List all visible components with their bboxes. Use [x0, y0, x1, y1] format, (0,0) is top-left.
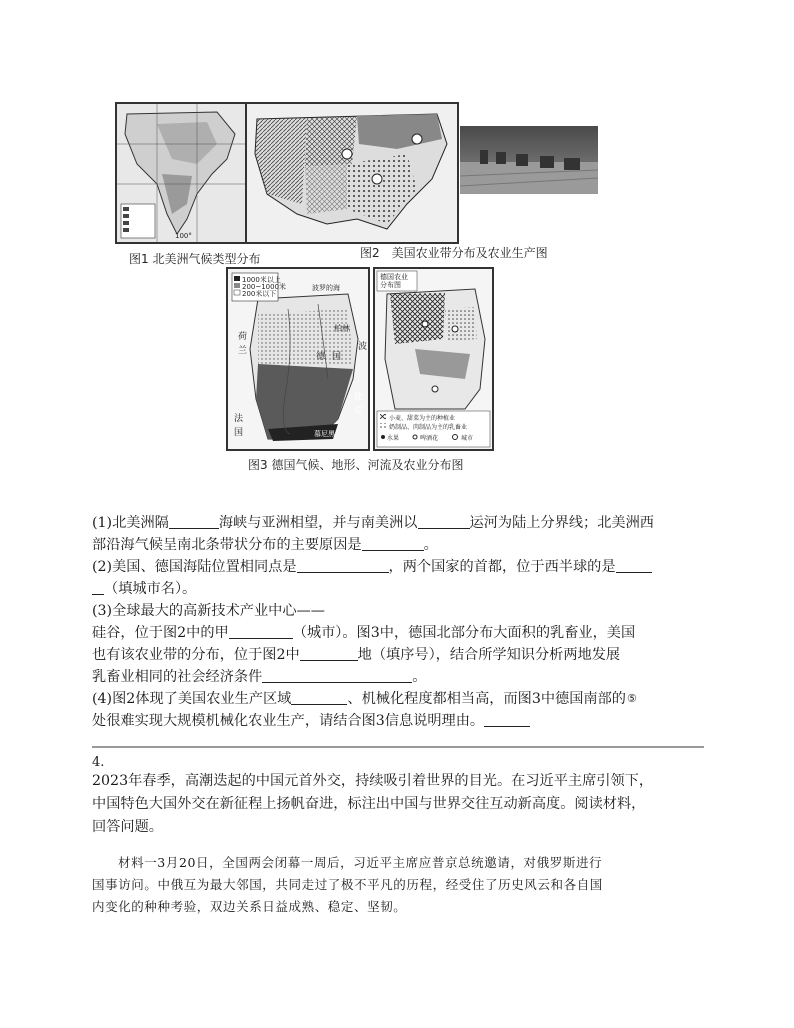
- material-1-line-2: 国事访问。中俄互为最大邻国，共同走过了极不平凡的历程，经受住了历史风云和各自国: [92, 877, 603, 892]
- legend-1000m: 1000米以上: [242, 276, 281, 284]
- germany-label: 德: [316, 352, 326, 362]
- question-2-line-1: [92, 556, 704, 578]
- q4-text-c: 处很难实现大规模机械化农业生产，请结合图3信息说明理由。: [92, 713, 485, 729]
- q1-canal-blank[interactable]: [418, 514, 470, 529]
- us-agriculture-map-image: [247, 104, 457, 242]
- question-2-line-2: [92, 578, 704, 600]
- legend-200m: 200米以下: [242, 290, 277, 298]
- q2-text-b: ，两个国家的首都，位于西半球的是: [388, 559, 616, 575]
- baltic-sea-label: 波罗的海: [312, 284, 340, 292]
- q1-text-e: 。: [423, 537, 438, 553]
- czech-label-2: 克: [354, 406, 364, 416]
- figure-2-caption: 图2 美国农业带分布及农业生产图: [360, 246, 548, 260]
- q3-text-a: (3)全球最大的高新技术产业中心——: [92, 603, 325, 619]
- france-label-2: 国: [234, 428, 244, 438]
- q1-text-a: (1)北美洲隔: [92, 515, 169, 531]
- circled-number-5: ⑤: [626, 692, 637, 705]
- farm-photo: [460, 126, 598, 194]
- q1-strait-blank[interactable]: [169, 514, 219, 529]
- poland-label: 波: [358, 342, 368, 352]
- q1-text-b: 海峡与亚洲相望，并与南美洲以: [218, 515, 418, 531]
- agri-legend-fruit: 水果: [387, 435, 400, 442]
- q1-text-c: 运河为陆上分界线；北美洲西: [469, 515, 654, 531]
- question-3-line-4: [92, 666, 704, 688]
- farm-field-photo-image: [460, 126, 598, 194]
- q3-number-blank[interactable]: [300, 646, 358, 661]
- section-4-intro-line-2: 中国特色大国外交在新征程上扬帆奋进，标注出中国与世界交往互动新高度。阅读材料，: [92, 796, 646, 812]
- longitude-label: 100°: [175, 232, 192, 240]
- q3-text-d: 也有该农业带的分布，位于图2中: [92, 647, 300, 663]
- q4-answer-blank[interactable]: [484, 712, 530, 727]
- france-label: 法: [234, 414, 244, 424]
- section-4-number: 4.: [92, 755, 105, 770]
- berlin-label: 柏林: [334, 324, 350, 333]
- q4-text-b: 、机械化程度都相当高，而图3中德国南部的: [347, 691, 626, 707]
- section-divider: [92, 746, 704, 748]
- material-1-line-3: 内变化的种种考验，双边关系日益成熟、稳定、坚韧。: [92, 899, 407, 914]
- agri-legend-dairy: 奶制品、肉制品为主的乳畜业: [389, 424, 468, 431]
- netherlands-label: 荷: [238, 332, 248, 342]
- agri-legend-city: 城市: [461, 435, 474, 442]
- q1-text-d: 部沿海气候呈南北条带状分布的主要原因是: [92, 537, 362, 553]
- question-3-line-2: [92, 622, 704, 644]
- section-4-intro-line-1: 2023年春季，高潮迭起的中国元首外交，持续吸引着世界的目光。在习近平主席引领下，: [92, 773, 654, 789]
- q3-text-c: （城市）。图3中，德国北部分布大面积的乳畜业，美国: [292, 625, 636, 641]
- q3-text-e: 地（填序号），结合所学知识分析两地发展: [357, 647, 621, 663]
- agri-legend-wheat: 小麦、甜菜为主的种植业: [389, 415, 456, 422]
- material-1-line-1: 材料一3月20日，全国两会闭幕一周后，习近平主席应普京总统邀请，对俄罗斯进行: [118, 855, 603, 870]
- q1-reason-blank[interactable]: [362, 536, 424, 551]
- question-3-line-3: [92, 644, 704, 666]
- figure-1-climate-map: [115, 102, 247, 244]
- agri-map-title-2: 分布图: [380, 281, 401, 289]
- agri-map-title: 德国农业: [380, 273, 408, 281]
- q3-city-blank[interactable]: [229, 624, 293, 639]
- q3-text-f: 乳畜业相同的社会经济条件: [92, 669, 263, 685]
- czech-label: 捷: [354, 392, 364, 402]
- munich-label: 慕尼黑: [314, 430, 335, 438]
- question-1-line-1: [92, 512, 704, 534]
- q2-similarity-blank[interactable]: [297, 558, 389, 573]
- figure-3-caption: 图3 德国气候、地形、河流及农业分布图: [248, 458, 464, 472]
- q2-text-a: (2)美国、德国海陆位置相同点是: [92, 559, 297, 575]
- q3-conditions-blank[interactable]: [262, 668, 412, 683]
- q2-capital-blank[interactable]: [616, 558, 652, 573]
- q2-capital-blank-cont[interactable]: [92, 580, 104, 595]
- figure-3-agriculture-map: [373, 267, 494, 451]
- agri-legend-hops: 啤酒花: [420, 435, 439, 442]
- question-4-line-1: [92, 688, 704, 710]
- q2-text-c: （填城市名）。: [104, 581, 197, 597]
- q3-text-b: 硅谷，位于图2中的甲: [92, 625, 229, 641]
- question-1-line-2: [92, 534, 704, 556]
- section-4-intro-line-3: 回答问题。: [92, 819, 163, 835]
- figure-1-caption: 图1 北美洲气候类型分布: [129, 252, 261, 266]
- question-3-line-1: [92, 600, 704, 622]
- figure-3-terrain-map: [226, 267, 370, 451]
- q4-region-blank[interactable]: [291, 690, 347, 705]
- north-america-map-image: [117, 104, 245, 242]
- question-4-line-2: [92, 710, 704, 732]
- germany-label-2: 国: [332, 352, 342, 362]
- netherlands-label-2: 兰: [238, 346, 248, 356]
- q3-text-g: 。: [412, 669, 427, 685]
- figure-2-us-agriculture-map: [245, 102, 459, 244]
- legend-200-1000m: 200~1000米: [242, 283, 287, 291]
- q4-text-a: (4)图2体现了美国农业生产区域: [92, 691, 292, 707]
